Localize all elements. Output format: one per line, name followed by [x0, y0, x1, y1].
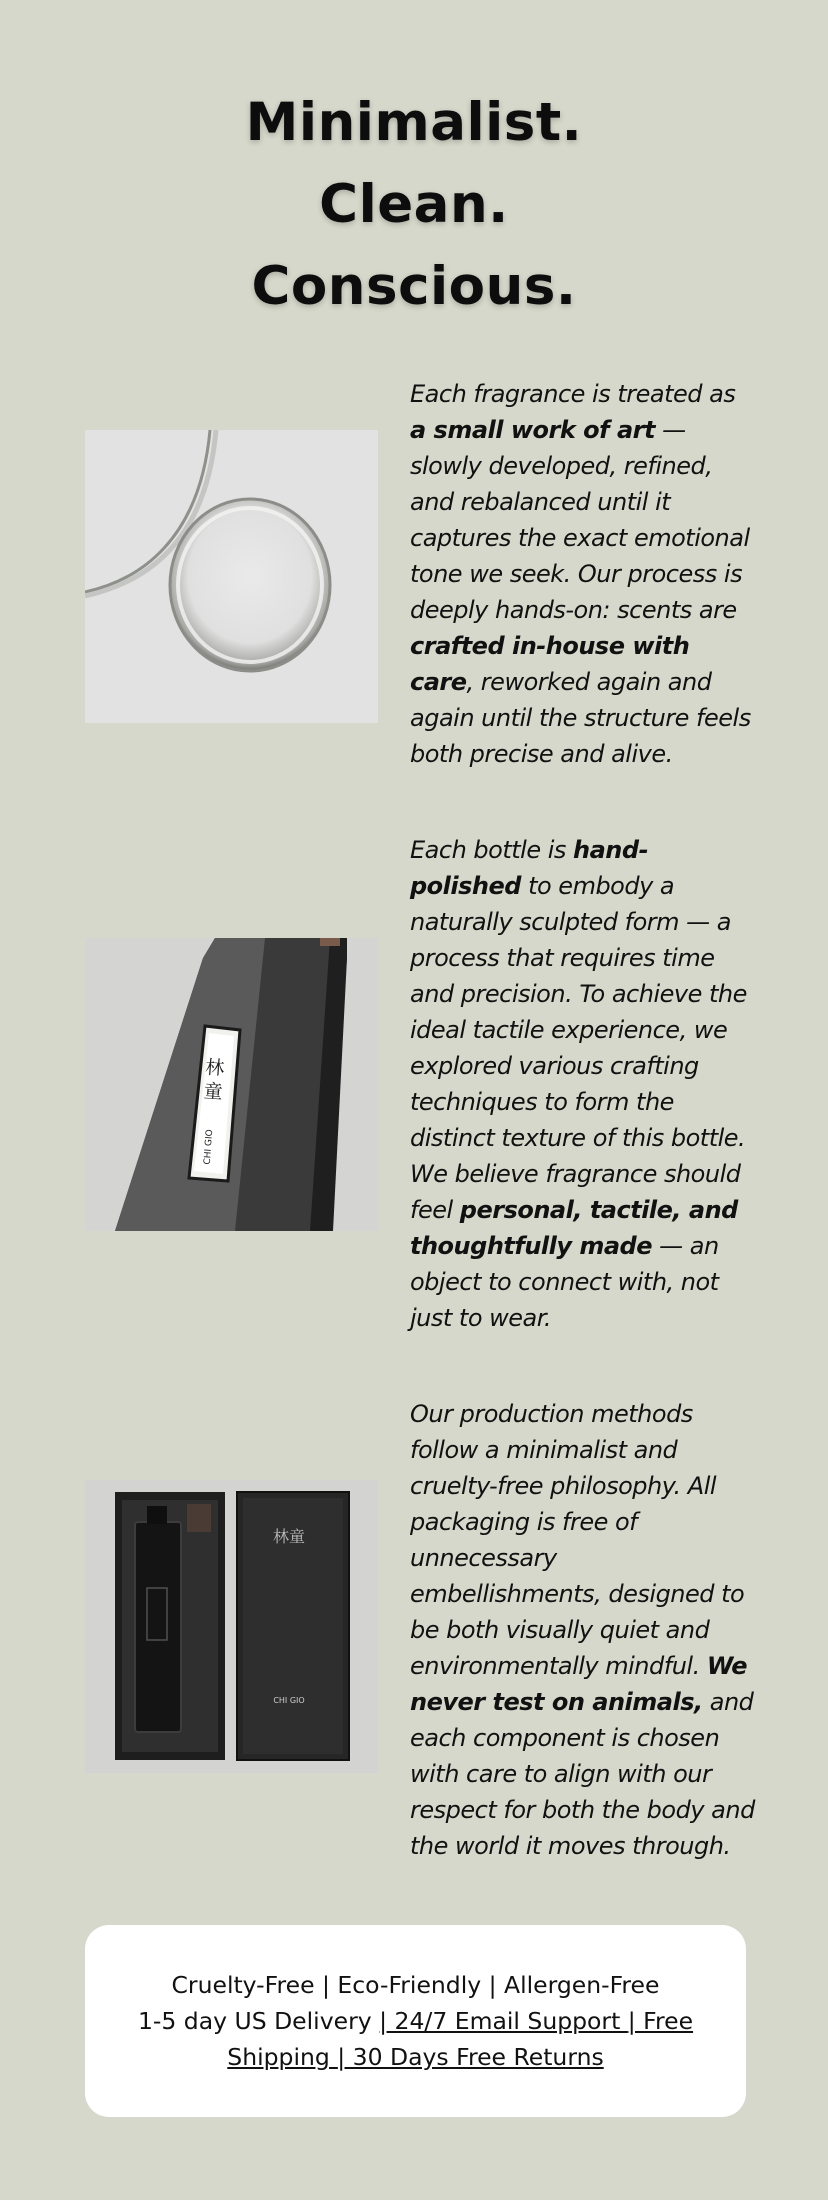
headline: [0, 82, 828, 328]
section-3-part-1: Our production methods follow a minimalist and cruelty-free philosophy. All packaging is free of unnecessary embellishments, designed to be both visually quiet and environmentally mindful.: [410, 1400, 745, 1680]
footer-services: [85, 2003, 746, 2075]
footer-card: [85, 1925, 746, 2117]
section-1-part-1: Each fragrance is treated as: [410, 380, 736, 408]
section-2-bold-2: personal, tactile, and thoughtfully made: [410, 1196, 738, 1260]
section-1-text: [410, 376, 755, 772]
footer-link-returns[interactable]: | 30 Days Free Returns: [337, 2043, 604, 2071]
bottle-brand: CHI GIO: [202, 1129, 216, 1165]
section-3-text: [410, 1396, 755, 1864]
section-2-bold-1: hand-polished: [410, 836, 649, 900]
section-1-part-2: — slowly developed, refined, and rebalanced until it captures the exact emotional tone we seek. Our process is deeply hands-on: scents are: [410, 416, 750, 624]
water-droplets-image: [85, 430, 378, 723]
headline-line-3: Conscious.: [251, 256, 577, 317]
bottle-label: 林童: [202, 1056, 226, 1104]
section-2-part-3: — an object to connect with, not just to wear.: [410, 1232, 719, 1332]
footer-delivery: 1-5 day US Delivery: [137, 2007, 380, 2035]
section-3-bold-1: We never test on animals,: [410, 1652, 748, 1716]
box-label: 林童: [272, 1527, 305, 1546]
headline-line-2: Clean.: [319, 174, 509, 235]
footer-features: Cruelty-Free | Eco-Friendly | Allergen-Free: [171, 1971, 660, 1999]
black-bottle-image: [85, 938, 378, 1231]
section-3-part-2: and each component is chosen with care to align with our respect for both the body and the world it moves through.: [410, 1688, 755, 1860]
section-1-bold-1: a small work of art: [410, 416, 655, 444]
box-brand: CHI GIO: [273, 1696, 305, 1705]
headline-line-1: Minimalist.: [245, 92, 583, 153]
section-2-text: [410, 832, 755, 1336]
packaging-box-image: [85, 1480, 378, 1773]
section-2-part-1: Each bottle is: [410, 836, 574, 864]
section-1-part-3: , reworked again and again until the structure feels both precise and alive.: [410, 668, 751, 768]
section-1-bold-2: crafted in-house with care: [410, 632, 690, 696]
footer-link-shipping[interactable]: | Free Shipping: [227, 2007, 694, 2071]
footer-link-support[interactable]: | 24/7 Email Support: [379, 2007, 628, 2035]
section-2-part-2: to embody a naturally sculpted form — a process that requires time and precision. To achieve the ideal tactile experience, we explored various crafting techniques to form the distinct texture of this bottle. We believe fragrance should feel: [410, 872, 747, 1224]
